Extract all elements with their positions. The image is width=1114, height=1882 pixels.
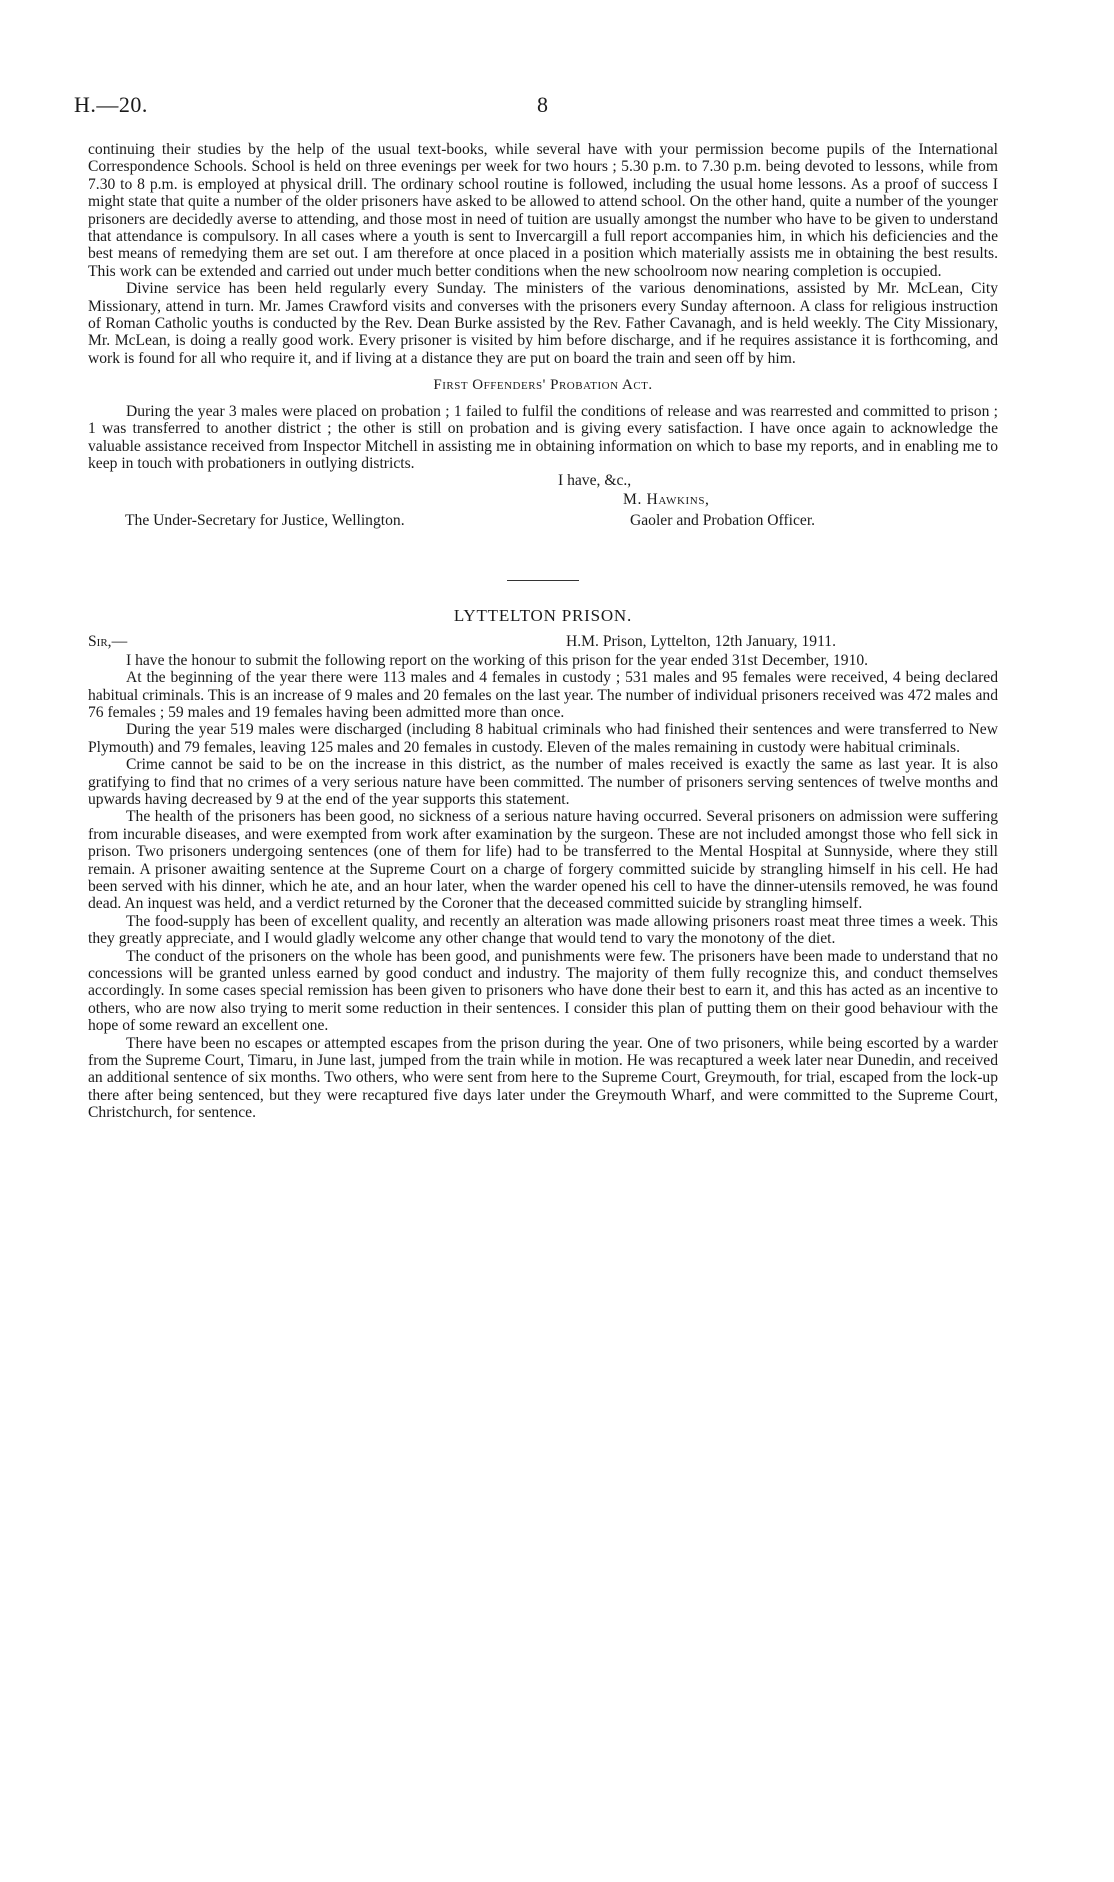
report-paragraph: There have been no escapes or attempted escapes from the prison during the year. One of two prisoners, while being escorted by a warder from the Supreme Court, Timaru, in June last, jumped from the train while in motion. He was recaptured a week later near Dunedin, and received an additional sentence of six months. Two others, who were sent from here to the Supreme Court, Greymouth, for trial, escaped from the lock-up there after being sentenced, but they were recaptured five days later under the Greymouth Wharf, and were committed to the Supreme Court, Christchurch, for sentence. bbox=[88, 1034, 998, 1122]
probation-act-heading: First Offenders' Probation Act. bbox=[433, 377, 653, 394]
page-number: 8 bbox=[537, 92, 548, 117]
report-paragraph: The conduct of the prisoners on the whole has been good, and punishments were few. The prisoners have been made to understand that no concessions will be granted unless earned by good conduct and industry. The majority of them fully recognize this, and conduct themselves accordingly. In some cases special remission has been given to prisoners who have done their best to earn it, and this has acted as an incentive to others, who are now also trying to merit some reduction in their sentences. I consider this plan of putting them on their good behaviour with the hope of some reward an excellent one. bbox=[88, 947, 998, 1035]
report-paragraph: The food-supply has been of excellent quality, and recently an alteration was made allowing prisoners roast meat three times a week. This they greatly appreciate, and I would gladly welcome any other change that would tend to vary the monotony of the diet. bbox=[88, 912, 998, 948]
report-paragraph: The health of the prisoners has been good, no sickness of a serious nature having occurred. Several prisoners on admission were suffering from incurable diseases, and were exempted from work after examination by the surgeon. These are not included amongst those who fell sick in prison. Two prisoners undergoing sentences (one of them for life) had to be transferred to the Mental Hospital at Sunnyside, where they still remain. A prisoner awaiting sentence at the Supreme Court on a charge of forgery committed suicide by strangling himself in his cell. He had been served with his dinner, which he ate, and an hour later, when the warder opened his cell to have the dinner-utensils removed, he was found dead. An inquest was held, and a verdict returned by the Coroner that the deceased committed suicide by strangling himself. bbox=[88, 808, 998, 913]
report-paragraph: At the beginning of the year there were 113 males and 4 females in custody ; 531 males and 95 females were received, 4 being declared habitual criminals. This is an increase of 9 males and 20 females on the last year. The number of individual prisoners received was 472 males and 76 females ; 59 males and 19 females having been admitted more than once. bbox=[88, 669, 998, 721]
report-paragraph: Crime cannot be said to be on the increase in this district, as the number of males received is exactly the same as last year. It is also gratifying to find that no crimes of a very serious nature have been committed. The number of prisoners serving sentences of twelve months and upwards having decreased by 9 at the end of the year supports this statement. bbox=[88, 756, 998, 808]
probation-paragraph: During the year 3 males were placed on probation ; 1 failed to fulfil the conditions of release and was rearrested and committed to prison ; 1 was transferred to another district ; the other is still on probation and is giving every satisfaction. I have once again to acknowledge the valuable assistance received from Inspector Mitchell in assisting me in obtaining information on which to base my reports, and in enabling me to keep in touch with probationers in outlying districts. bbox=[88, 402, 998, 472]
signature-block bbox=[88, 472, 998, 550]
addressee: The Under-Secretary for Justice, Wellington. bbox=[125, 512, 405, 530]
signatory-title: Gaoler and Probation Officer. bbox=[630, 512, 816, 530]
report-body bbox=[88, 141, 998, 1122]
document-reference: H.—20. bbox=[74, 92, 148, 117]
lyttelton-prison-title: LYTTELTON PRISON. bbox=[453, 606, 633, 626]
report-paragraph: During the year 519 males were discharged (including 8 habitual criminals who had finished their sentences and were transferred to New Plymouth) and 79 females, leaving 125 males and 20 females in custody. Eleven of the males remaining in custody were habitual criminals. bbox=[88, 721, 998, 756]
salutation: Sir,— bbox=[88, 632, 128, 650]
signature-closing: I have, &c., bbox=[558, 472, 632, 490]
report-dateline: H.M. Prison, Lyttelton, 12th January, 1911. bbox=[566, 632, 836, 650]
page-header bbox=[0, 92, 1114, 122]
continuation-paragraph: continuing their studies by the help of the usual text-books, while several have with your permission become pupils of the International Correspondence Schools. School is held on three evenings per week for two hours ; 5.30 p.m. to 7.30 p.m. being devoted to lessons, while from 7.30 to 8 p.m. is employed at physical drill. The ordinary school routine is followed, including the usual home lessons. As a proof of success I might state that quite a number of the older prisoners have asked to be allowed to attend school. On the other hand, quite a number of the younger prisoners are decidedly averse to attending, and those most in need of tuition are usually amongst the number who have to be given to understand that attendance is compulsory. In all cases where a youth is sent to Invercargill a full report accompanies him, in which his deficiencies and the best means of remedying them are set out. I am therefore at once placed in a position which materially assists me in obtaining the best results. This work can be extended and carried out under much better conditions when the new schoolroom now nearing completion is occupied. bbox=[88, 141, 998, 280]
report-paragraph: I have the honour to submit the following report on the working of this prison for the year ended 31st December, 1910. bbox=[126, 651, 869, 669]
section-divider bbox=[507, 580, 579, 581]
salutation-line bbox=[88, 633, 998, 652]
divine-service-paragraph: Divine service has been held regularly every Sunday. The ministers of the various denominations, assisted by Mr. McLean, City Missionary, attend in turn. Mr. James Crawford visits and converses with the prisoners every Sunday afternoon. A class for religious instruction of Roman Catholic youths is conducted by the Rev. Dean Burke assisted by the Rev. Father Cavanagh, and is held weekly. The City Missionary, Mr. McLean, is doing a really good work. Every prisoner is visited by him before discharge, and if he requires assistance it is forthcoming, and work is found for all who require it, and if living at a distance they are put on board the train and seen off by him. bbox=[88, 280, 998, 367]
signatory-name: M. Hawkins, bbox=[623, 491, 710, 509]
